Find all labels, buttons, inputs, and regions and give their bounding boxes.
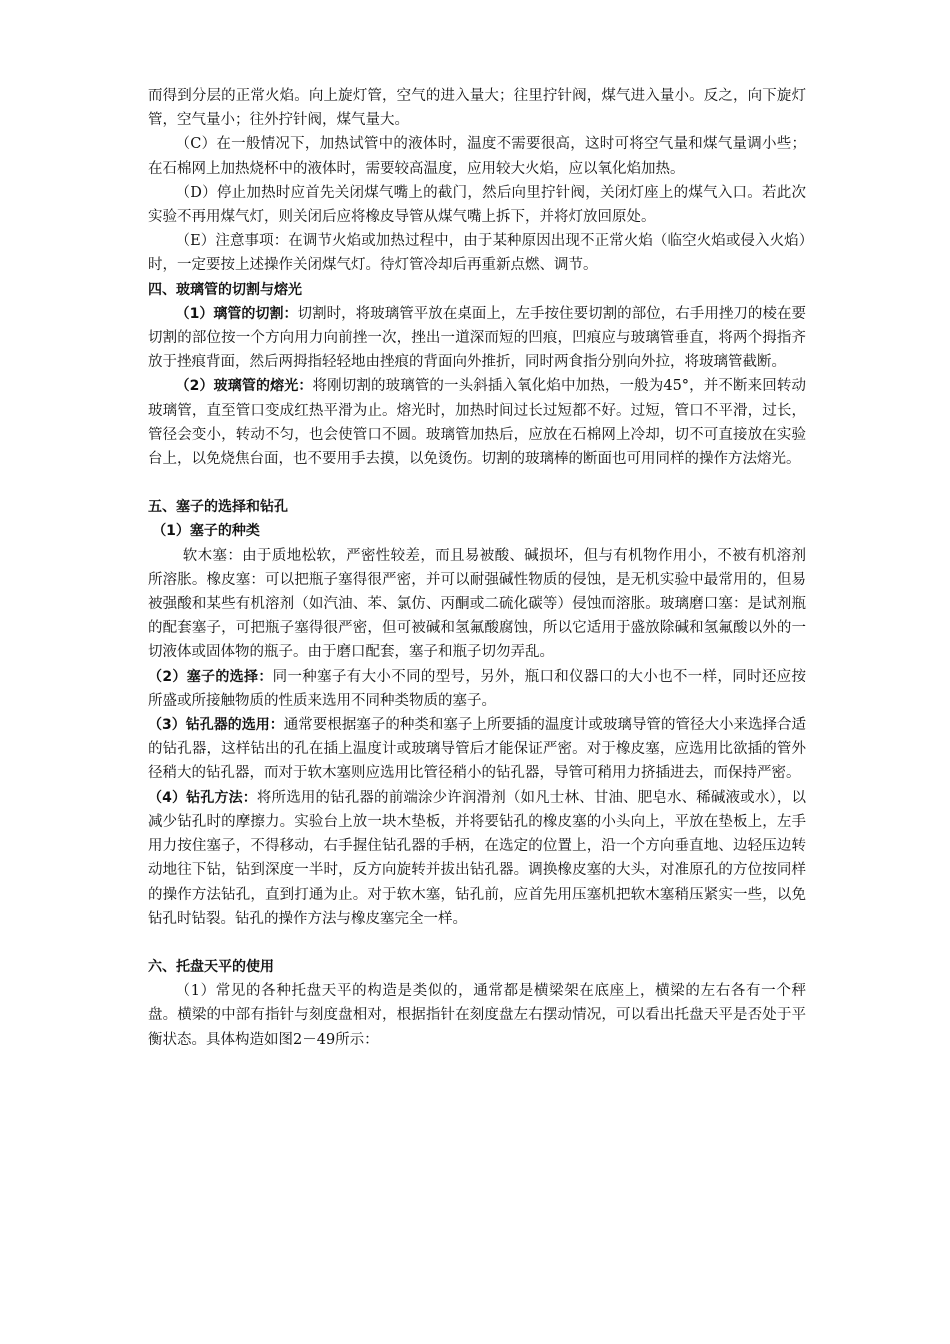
item-label: （1）璃管的切割： bbox=[175, 305, 298, 322]
section-4-item-1 bbox=[148, 302, 806, 375]
paragraph-c: （C）在一般情况下，加热试管中的液体时，温度不需要很高，这时可将空气量和煤气量调小些；在石棉网上加热烧杯中的液体时，需要较高温度，应用较大火焰，应以氧化焰加热。 bbox=[148, 136, 806, 177]
section-6-heading: 六、托盘天平的使用 bbox=[148, 958, 274, 975]
spacer bbox=[148, 931, 806, 955]
section-5-item-3 bbox=[148, 713, 806, 786]
section-5-item-4 bbox=[148, 786, 806, 931]
section-5-heading: 五、塞子的选择和钻孔 bbox=[148, 499, 288, 516]
paragraph-e: （E）注意事项：在调节火焰或加热过程中，由于某种原因出现不正常火焰（临空火焰或侵入火焰）时，一定要按上述操作关闭煤气灯。待灯管冷却后再重新点燃、调节。 bbox=[148, 233, 806, 274]
item-text: 通常要根据塞子的种类和塞子上所要插的温度计或玻璃导管的管径大小来选择合适的钻孔器，这样钻出的孔在插上温度计或玻璃导管后才能保证严密。对于橡皮塞，应选用比欲插的管外径稍大的钻孔器，而对于软木塞则应选用比管径稍小的钻孔器，导管可稍用力挤插进去，而保持严密。 bbox=[148, 717, 806, 782]
section-4-heading: 四、玻璃管的切割与熔光 bbox=[148, 281, 302, 298]
item-label: （3）钻孔器的选用： bbox=[148, 717, 284, 734]
item-text: 同一种塞子有大小不同的型号，另外，瓶口和仪器口的大小也不一样，同时还应按所盛或所接触物质的性质来选用不同种类物质的塞子。 bbox=[148, 668, 806, 709]
item-label: （2）塞子的选择： bbox=[148, 668, 273, 685]
section-4-item-2 bbox=[148, 374, 806, 471]
section-6-item-1: （1）常见的各种托盘天平的构造是类似的，通常都是横梁架在底座上，横梁的左右各有一个秤盘。横梁的中部有指针与刻度盘相对，根据指针在刻度盘左右摆动情况，可以看出托盘天平是否处于平衡状态。具体构造如图2－49所示： bbox=[148, 983, 806, 1048]
section-5-item-2 bbox=[148, 665, 806, 713]
item-label: （4）钻孔方法： bbox=[148, 789, 257, 806]
item-text: 将所选用的钻孔器的前端涂少许润滑剂（如凡士林、甘油、肥皂水、稀碱液或水），以减少钻孔时的摩擦力。实验台上放一块木垫板，并将要钻孔的橡皮塞的小头向上，平放在垫板上，左手用力按住塞子，不得移动，右手握住钻孔器的手柄，在选定的位置上，沿一个方向垂直地、边轻压边转动地往下钻，钻到深度一半时，反方向旋转并拔出钻孔器。调换橡皮塞的大头，对准原孔的方位按同样的操作方法钻孔，直到打通为止。对于软木塞，钻孔前，应首先用压塞机把软木塞稍压紧实一些，以免钻孔时钻裂。钻孔的操作方法与橡皮塞完全一样。 bbox=[148, 789, 806, 927]
paragraph-d: （D）停止加热时应首先关闭煤气嘴上的截门，然后向里拧针阀，关闭灯座上的煤气入口。若此次实验不再用煤气灯，则关闭后应将橡皮导管从煤气嘴上拆下，并将灯放回原处。 bbox=[148, 184, 806, 226]
spacer bbox=[148, 471, 806, 495]
item-label: （2）玻璃管的熔光： bbox=[175, 378, 313, 395]
section-5-subheading: （1）塞子的种类 bbox=[152, 523, 260, 540]
item-text: 将刚切割的玻璃管的一头斜插入氧化焰中加热，一般为45°，并不断来回转动玻璃管，直至管口变成红热平滑为止。熔光时，加热时间过长过短都不好。过短，管口不平滑，过长，管径会变小，转动不匀，也会使管口不圆。玻璃管加热后，应放在石棉网上冷却，切不可直接放在实验台上，以免烧焦台面，也不要用手去摸，以免烫伤。切割的玻璃棒的断面也可用同样的操作方法熔光。 bbox=[148, 378, 806, 468]
paragraph-flame-adjust: 而得到分层的正常火焰。向上旋灯管，空气的进入量大；往里拧针阀，煤气进入量小。反之，向下旋灯管，空气量小；往外拧针阀，煤气量大。 bbox=[148, 88, 806, 129]
item-text: 切割时，将玻璃管平放在桌面上，左手按住要切割的部位，右手用挫刀的棱在要切割的部位按一个方向用力向前挫一次，挫出一道深而短的凹痕，凹痕应与玻璃管垂直，将两个拇指齐放于挫痕背面，然后两拇指轻轻地由挫痕的背面向外推折，同时两食指分别向外拉，将玻璃管截断。 bbox=[148, 305, 806, 371]
stopper-types-paragraph: 软木塞：由于质地松软，严密性较差，而且易被酸、碱损坏，但与有机物作用小，不被有机溶剂所溶胀。橡皮塞：可以把瓶子塞得很严密，并可以耐强碱性物质的侵蚀，是无机实验中最常用的，但易被强酸和某些有机溶剂（如汽油、苯、氯仿、丙酮或二硫化碳等）侵蚀而溶胀。玻璃磨口塞：是试剂瓶的配套塞子，可把瓶子塞得很严密，但可被碱和氢氟酸腐蚀，所以它适用于盛放除碱和氢氟酸以外的一切液体或固体物的瓶子。由于磨口配套，塞子和瓶子切勿弄乱。 bbox=[148, 547, 806, 661]
